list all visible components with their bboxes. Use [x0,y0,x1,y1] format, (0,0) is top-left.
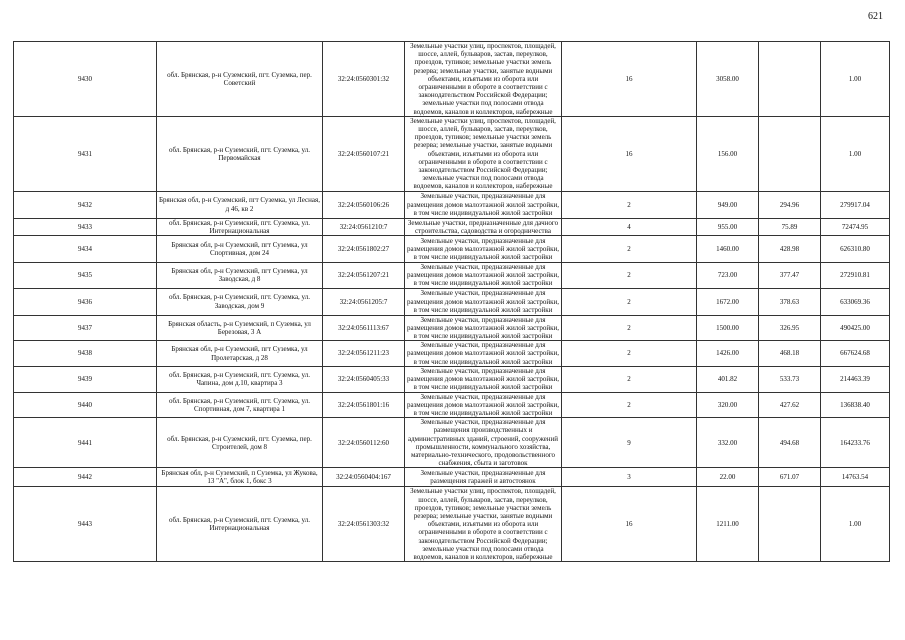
area-cell: 156.00 [697,116,759,191]
cadastral-number-cell: 32:24:0560107:21 [323,116,405,191]
table-row [14,341,890,367]
land-purpose-cell: Земельные участки, предназначенные для размещения домов малоэтажной жилой застройки, в том числе индивидуальной жилой застройки [405,315,562,341]
address-cell: обл. Брянская, р-н Суземский, пгт. Суземка, ул. Интернациональная [157,218,323,235]
area-cell: 1426.00 [697,341,759,367]
group-cell: 2 [562,288,697,315]
address-cell: обл. Брянская, р-н Суземский, пгт. Суземка, ул. Заводская, дом 9 [157,288,323,315]
group-cell: 2 [562,236,697,263]
area-cell: 1211.00 [697,487,759,562]
table-row [14,116,890,191]
land-purpose-cell: Земельные участки, предназначенные для размещения домов малоэтажной жилой застройки, в том числе индивидуальной жилой застройки [405,288,562,315]
cadastral-number-cell: 32:24:0560405:33 [323,366,405,392]
cadastral-number-cell: 32:24:0561210:7 [323,218,405,235]
land-purpose-cell: Земельные участки, предназначенные для размещения домов малоэтажной жилой застройки, в том числе индивидуальной жилой застройки [405,392,562,418]
cadastral-number-cell: 32:24:0560106:26 [323,191,405,218]
group-cell: 2 [562,315,697,341]
group-cell: 2 [562,366,697,392]
address-cell: Брянская обл, р-н Суземский, пгт Суземка, ул Пролетарская, д 28 [157,341,323,367]
table-row [14,263,890,289]
land-purpose-cell: Земельные участки, предназначенные для размещения гаражей и автостоянок [405,468,562,487]
page-number: 621 [868,11,883,22]
group-cell: 3 [562,468,697,487]
cadastral-number-cell: 32:24:0560404:167 [323,468,405,487]
row-id-cell: 9437 [14,315,157,341]
rate-cell: 427.62 [759,392,821,418]
cadastral-number-cell: 32:24:0560301:32 [323,42,405,117]
area-cell: 955.00 [697,218,759,235]
row-id-cell: 9439 [14,366,157,392]
address-cell: обл. Брянская, р-н Суземский, пгт. Суземка, ул. Чапина, дом д.10, квартира 3 [157,366,323,392]
table-row [14,218,890,235]
group-cell: 9 [562,418,697,468]
rate-cell [759,116,821,191]
group-cell: 16 [562,116,697,191]
rate-cell: 377.47 [759,263,821,289]
land-purpose-cell: Земельные участки улиц, проспектов, площадей, шоссе, аллей, бульваров, застав, переулков, проездов, тупиков; земельные участки земель резерва; земельные участки, занятые водными объектами, изъятыми из оборота или ограниченными в обороте в соответствии с законодательством Российской Федерации; земельные участки под полосами отвода водоемов, каналов и коллекторов, набережные [405,487,562,562]
cadastral-value-cell: 72474.95 [821,218,890,235]
rate-cell: 294.96 [759,191,821,218]
address-cell: обл. Брянская, р-н Суземский, пгт. Суземка, ул. Спортивная, дом 7, квартира 1 [157,392,323,418]
group-cell: 2 [562,341,697,367]
row-id-cell: 9443 [14,487,157,562]
cadastral-number-cell: 32:24:0561303:32 [323,487,405,562]
table-row [14,366,890,392]
row-id-cell: 9432 [14,191,157,218]
rate-cell: 378.63 [759,288,821,315]
rate-cell: 75.89 [759,218,821,235]
address-cell: обл. Брянская, р-н Суземский, пгт. Суземка, пер. Строителей, дом 8 [157,418,323,468]
row-id-cell: 9430 [14,42,157,117]
row-id-cell: 9435 [14,263,157,289]
rate-cell: 468.18 [759,341,821,367]
rate-cell: 494.68 [759,418,821,468]
address-cell: обл. Брянская, р-н Суземский, пгт. Суземка, ул. Интернациональная [157,487,323,562]
address-cell: Брянская обл, р-н Суземский, п Суземка, ул Жукова, 13 "А", блок 1, бокс 3 [157,468,323,487]
rate-cell: 326.95 [759,315,821,341]
table-row [14,236,890,263]
cadastral-value-cell: 214463.39 [821,366,890,392]
cadastral-number-cell: 32:24:0560112:60 [323,418,405,468]
cadastral-number-cell: 32:24:0561211:23 [323,341,405,367]
cadastral-number-cell: 32:24:0561205:7 [323,288,405,315]
group-cell: 2 [562,191,697,218]
area-cell: 332.00 [697,418,759,468]
group-cell: 2 [562,263,697,289]
row-id-cell: 9431 [14,116,157,191]
area-cell: 1500.00 [697,315,759,341]
table-row [14,392,890,418]
table-row [14,418,890,468]
cadastral-number-cell: 32:24:0561207:21 [323,263,405,289]
address-cell: Брянская обл, р-н Суземский, пгт Суземка, ул Спортивная, дом 24 [157,236,323,263]
row-id-cell: 9441 [14,418,157,468]
rate-cell: 671.07 [759,468,821,487]
table-row [14,42,890,117]
row-id-cell: 9440 [14,392,157,418]
area-cell: 320.00 [697,392,759,418]
group-cell: 4 [562,218,697,235]
rate-cell [759,42,821,117]
cadastral-value-cell: 136838.40 [821,392,890,418]
area-cell: 3058.00 [697,42,759,117]
group-cell: 16 [562,487,697,562]
table-row [14,191,890,218]
row-id-cell: 9433 [14,218,157,235]
area-cell: 401.82 [697,366,759,392]
cadastral-value-cell: 279917.04 [821,191,890,218]
address-cell: Брянская обл, р-н Суземский, пгт Суземка, ул Лесная, д 46, кв 2 [157,191,323,218]
cadastral-value-cell: 272910.81 [821,263,890,289]
land-purpose-cell: Земельные участки, предназначенные для дачного строительства, садоводства и огородничества [405,218,562,235]
land-purpose-cell: Земельные участки, предназначенные для размещения домов малоэтажной жилой застройки, в том числе индивидуальной жилой застройки [405,366,562,392]
area-cell: 1672.00 [697,288,759,315]
land-purpose-cell: Земельные участки, предназначенные для размещения домов малоэтажной жилой застройки, в том числе индивидуальной жилой застройки [405,191,562,218]
area-cell: 723.00 [697,263,759,289]
address-cell: Брянская обл, р-н Суземский, пгт Суземка, ул Заводская, д 8 [157,263,323,289]
cadastral-value-cell: 164233.76 [821,418,890,468]
land-purpose-cell: Земельные участки улиц, проспектов, площадей, шоссе, аллей, бульваров, застав, переулков, проездов, тупиков; земельные участки земель резерва; земельные участки, занятые водными объектами, изъятыми из оборота или ограниченными в обороте в соответствии с законодательством Российской Федерации; земельные участки под полосами отвода водоемов, каналов и коллекторов, набережные [405,42,562,117]
cadastral-value-cell: 633069.36 [821,288,890,315]
rate-cell [759,487,821,562]
cadastral-value-cell: 626310.80 [821,236,890,263]
area-cell: 949.00 [697,191,759,218]
area-cell: 1460.00 [697,236,759,263]
address-cell: обл. Брянская, р-н Суземский, пгт. Суземка, ул. Первомайская [157,116,323,191]
cadastral-value-cell: 490425.00 [821,315,890,341]
rate-cell: 428.98 [759,236,821,263]
cadastral-number-cell: 32:24:0561113:67 [323,315,405,341]
cadastral-number-cell: 32:24:0561801:16 [323,392,405,418]
land-purpose-cell: Земельные участки, предназначенные для размещения домов малоэтажной жилой застройки, в том числе индивидуальной жилой застройки [405,341,562,367]
area-cell: 22.00 [697,468,759,487]
land-purpose-cell: Земельные участки, предназначенные для размещения домов малоэтажной жилой застройки, в том числе индивидуальной жилой застройки [405,263,562,289]
row-id-cell: 9442 [14,468,157,487]
cadastral-value-cell: 667624.68 [821,341,890,367]
cadastral-value-cell: 1.00 [821,487,890,562]
cadastral-value-cell: 1.00 [821,42,890,117]
land-purpose-cell: Земельные участки, предназначенные для размещения домов малоэтажной жилой застройки, в том числе индивидуальной жилой застройки [405,236,562,263]
table-row [14,315,890,341]
group-cell: 2 [562,392,697,418]
cadastral-value-cell: 14763.54 [821,468,890,487]
cadastral-number-cell: 32:24:0561802:27 [323,236,405,263]
address-cell: Брянская область, р-н Суземский, п Суземка, ул Березовая, 3 А [157,315,323,341]
row-id-cell: 9436 [14,288,157,315]
group-cell: 16 [562,42,697,117]
land-register-table [13,41,890,562]
cadastral-value-cell: 1.00 [821,116,890,191]
table-row [14,288,890,315]
table-row [14,468,890,487]
row-id-cell: 9438 [14,341,157,367]
rate-cell: 533.73 [759,366,821,392]
table-row [14,487,890,562]
address-cell: обл. Брянская, р-н Суземский, пгт. Суземка, пер. Советский [157,42,323,117]
land-purpose-cell: Земельные участки, предназначенные для размещения производственных и административных зданий, строений, сооружений промышленности, коммунального хозяйства, материально-технического, продовольственного снабжения, сбыта и заготовок [405,418,562,468]
row-id-cell: 9434 [14,236,157,263]
land-purpose-cell: Земельные участки улиц, проспектов, площадей, шоссе, аллей, бульваров, застав, переулков, проездов, тупиков; земельные участки земель резерва; земельные участки, занятые водными объектами, изъятыми из оборота или ограниченными в обороте в соответствии с законодательством Российской Федерации; земельные участки под полосами отвода водоемов, каналов и коллекторов, набережные [405,116,562,191]
